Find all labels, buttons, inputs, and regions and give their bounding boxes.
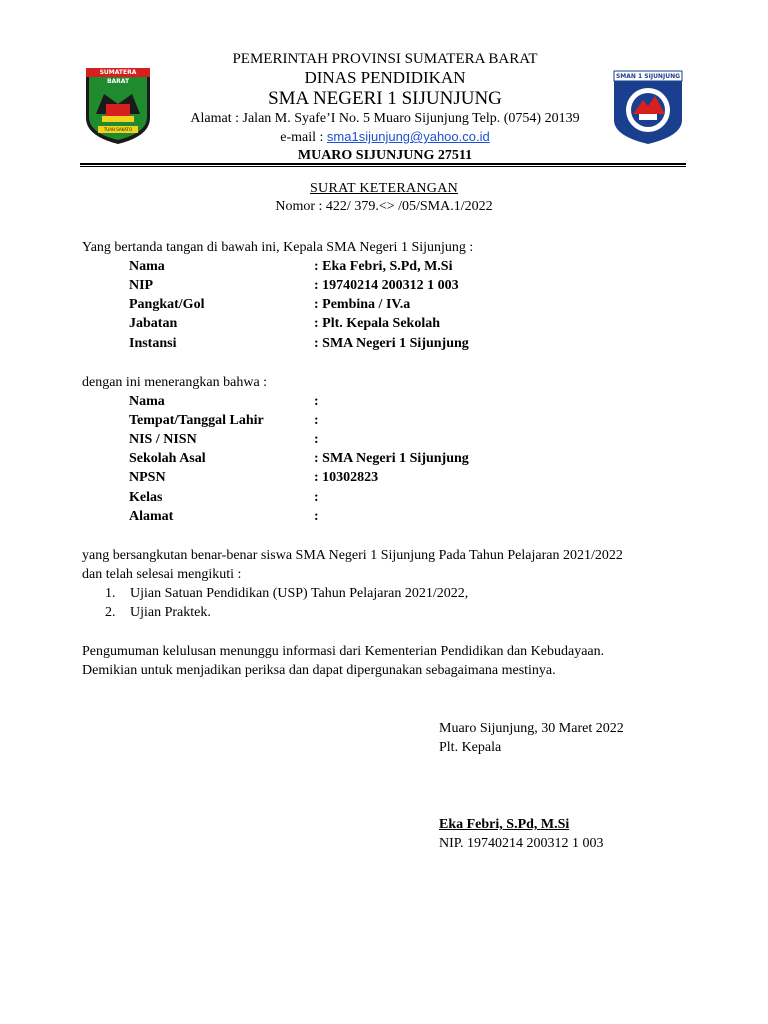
signer-key: Jabatan bbox=[129, 316, 178, 331]
letter-number: Nomor : 422/ 379.<> /05/SMA.1/2022 bbox=[275, 199, 493, 214]
list-number: 1. bbox=[105, 586, 116, 601]
list-item bbox=[105, 584, 468, 603]
paragraph-line: yang bersangkutan benar-benar siswa SMA Negeri 1 Sijunjung Pada Tahun Pelajaran 2021/2022 bbox=[82, 548, 623, 563]
letter-title-block bbox=[0, 180, 768, 216]
signer-key: Instansi bbox=[129, 336, 177, 351]
letter-heading: SURAT KETERANGAN bbox=[309, 181, 459, 196]
email-label: e-mail : bbox=[280, 130, 327, 145]
intro-text: Yang bertanda tangan di bawah ini, Kepala SMA Negeri 1 Sijunjung : bbox=[82, 240, 474, 255]
signature-name-line bbox=[439, 815, 569, 834]
header-rule-thick bbox=[80, 163, 686, 165]
email-line bbox=[160, 128, 610, 147]
agency-line: DINAS PENDIDIKAN bbox=[304, 68, 466, 87]
right-logo-banner: SMAN 1 SIJUNJUNG bbox=[615, 73, 681, 80]
school-name: SMA NEGERI 1 SIJUNJUNG bbox=[268, 88, 502, 109]
statement-text: dengan ini menerangkan bahwa : bbox=[82, 375, 268, 390]
signature-nip: NIP. 19740214 200312 1 003 bbox=[439, 836, 604, 851]
student-value: : bbox=[314, 413, 319, 428]
student-key: Alamat bbox=[129, 509, 174, 524]
signer-value: : Pembina / IV.a bbox=[314, 297, 411, 312]
student-key: NPSN bbox=[129, 470, 166, 485]
letterhead bbox=[160, 50, 610, 165]
student-value: : bbox=[314, 432, 319, 447]
signature-position: Plt. Kepala bbox=[439, 740, 502, 755]
student-key: Sekolah Asal bbox=[129, 451, 206, 466]
signer-value: : SMA Negeri 1 Sijunjung bbox=[314, 336, 469, 351]
city-line: MUARO SIJUNJUNG 27511 bbox=[297, 148, 473, 163]
student-key: Nama bbox=[129, 394, 165, 409]
province-line: PEMERINTAH PROVINSI SUMATERA BARAT bbox=[232, 51, 538, 67]
list-item bbox=[105, 603, 211, 622]
school-address: Alamat : Jalan M. Syafe’I No. 5 Muaro Sijunjung Telp. (0754) 20139 bbox=[190, 111, 580, 126]
signer-value: : Plt. Kepala Sekolah bbox=[314, 316, 441, 331]
signer-value: : 19740214 200312 1 003 bbox=[314, 278, 459, 293]
closing-statement: Demikian untuk menjadikan periksa dan dapat dipergunakan sebagaimana mestinya. bbox=[82, 663, 556, 678]
sman1-sijunjung-logo bbox=[611, 68, 685, 146]
left-logo-ribbon: TUAH SAKATO bbox=[103, 127, 133, 132]
sumatera-barat-logo bbox=[82, 64, 154, 146]
signature-place-date: Muaro Sijunjung, 30 Maret 2022 bbox=[439, 721, 624, 736]
student-value: : SMA Negeri 1 Sijunjung bbox=[314, 451, 469, 466]
student-value: : bbox=[314, 509, 319, 524]
signer-value: : Eka Febri, S.Pd, M.Si bbox=[314, 259, 453, 274]
student-key: NIS / NISN bbox=[129, 432, 197, 447]
list-text: Ujian Praktek. bbox=[130, 605, 211, 620]
student-key: Tempat/Tanggal Lahir bbox=[129, 413, 264, 428]
signer-key: Pangkat/Gol bbox=[129, 297, 205, 312]
closing-announcement: Pengumuman kelulusan menunggu informasi dari Kementerian Pendidikan dan Kebudayaan. bbox=[82, 644, 605, 659]
student-value: : bbox=[314, 490, 319, 505]
list-text: Ujian Satuan Pendidikan (USP) Tahun Pelajaran 2021/2022, bbox=[130, 586, 469, 601]
student-value: : 10302823 bbox=[314, 470, 379, 485]
signer-key: NIP bbox=[129, 278, 154, 293]
left-logo-banner: SUMATERA BARAT bbox=[99, 69, 137, 85]
paragraph-line: dan telah selesai mengikuti : bbox=[82, 567, 242, 582]
student-value: : bbox=[314, 394, 319, 409]
email-link[interactable]: sma1sijunjung@yahoo.co.id bbox=[326, 129, 490, 144]
signer-key: Nama bbox=[129, 259, 165, 274]
header-rule-thin bbox=[80, 166, 686, 167]
signature-name: Eka Febri, S.Pd, M.Si bbox=[439, 817, 570, 832]
list-number: 2. bbox=[105, 605, 116, 620]
student-key: Kelas bbox=[129, 490, 163, 505]
